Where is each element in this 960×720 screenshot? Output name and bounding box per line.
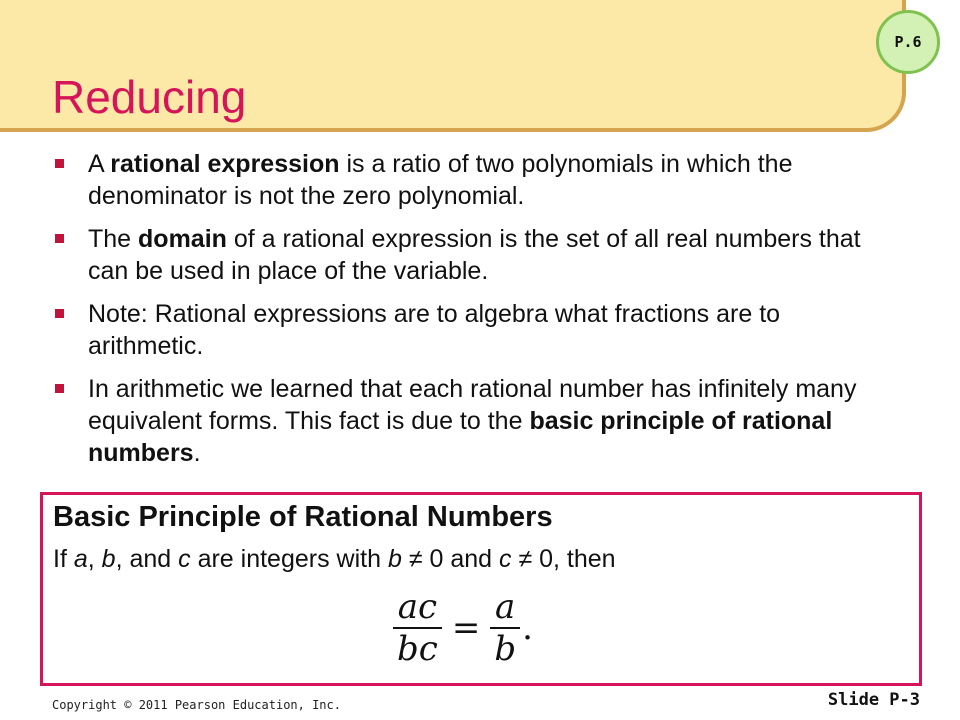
theorem-condition — [53, 545, 616, 574]
term-rational-expression: rational expression — [110, 150, 340, 178]
slide-number: Slide P-3 — [827, 690, 920, 710]
not-equal-symbol: ≠ — [518, 545, 533, 573]
bullet-text: is a ratio of two polynomials in which the denominator is not the zero polynomial. — [88, 150, 793, 210]
theorem-box — [40, 492, 922, 686]
condition-text: , and — [115, 545, 179, 573]
bullet-square-icon — [55, 309, 64, 318]
bullet-text: . — [193, 439, 201, 467]
bullet-list — [52, 148, 892, 480]
condition-text: If — [53, 545, 74, 573]
bullet-text: The — [88, 225, 139, 253]
theorem-title: Basic Principle of Rational Numbers — [53, 501, 553, 533]
variable-c: c — [499, 545, 512, 573]
variable-b: b — [387, 545, 402, 573]
bullet-square-icon — [55, 384, 64, 393]
section-badge: P.6 — [876, 10, 940, 74]
principle-formula — [393, 587, 533, 669]
condition-text: 0 and — [422, 545, 499, 573]
bullet-text: of a rational expression is the set of all real numbers that can be used in place of the variable. — [88, 225, 861, 285]
equals-sign: = — [451, 608, 481, 648]
variable-a: a — [73, 545, 88, 573]
bullet-square-icon — [55, 234, 64, 243]
bullet-text: A — [88, 150, 111, 178]
bullet-note — [52, 298, 892, 362]
lhs-fraction — [393, 587, 442, 669]
term-domain: domain — [138, 225, 227, 253]
condition-text: , — [87, 545, 102, 573]
bullet-domain — [52, 223, 892, 287]
copyright-notice: Copyright © 2011 Pearson Education, Inc. — [52, 698, 341, 712]
formula-period: . — [522, 608, 533, 648]
rhs-denominator: b — [494, 629, 517, 669]
slide-title: Reducing — [52, 71, 247, 123]
not-equal-symbol: ≠ — [408, 545, 423, 573]
bullet-square-icon — [55, 159, 64, 168]
bullet-rational-expression — [52, 148, 892, 212]
condition-text: 0, then — [532, 545, 616, 573]
lhs-denominator: bc — [397, 629, 438, 669]
bullet-text: In arithmetic we learned that each rational number has infinitely many equivalent forms. This fact is due to the — [88, 375, 857, 435]
bullet-text: Note: Rational expressions are to algebra what fractions are to arithmetic. — [88, 300, 781, 360]
lhs-numerator: ac — [397, 587, 438, 627]
variable-b: b — [101, 545, 116, 573]
bullet-arithmetic — [52, 373, 892, 469]
term-basic-principle: basic principle of rational numbers — [88, 407, 833, 467]
rhs-fraction — [490, 587, 520, 669]
condition-text: are integers with — [190, 545, 388, 573]
rhs-numerator: a — [495, 587, 516, 627]
variable-c: c — [178, 545, 191, 573]
